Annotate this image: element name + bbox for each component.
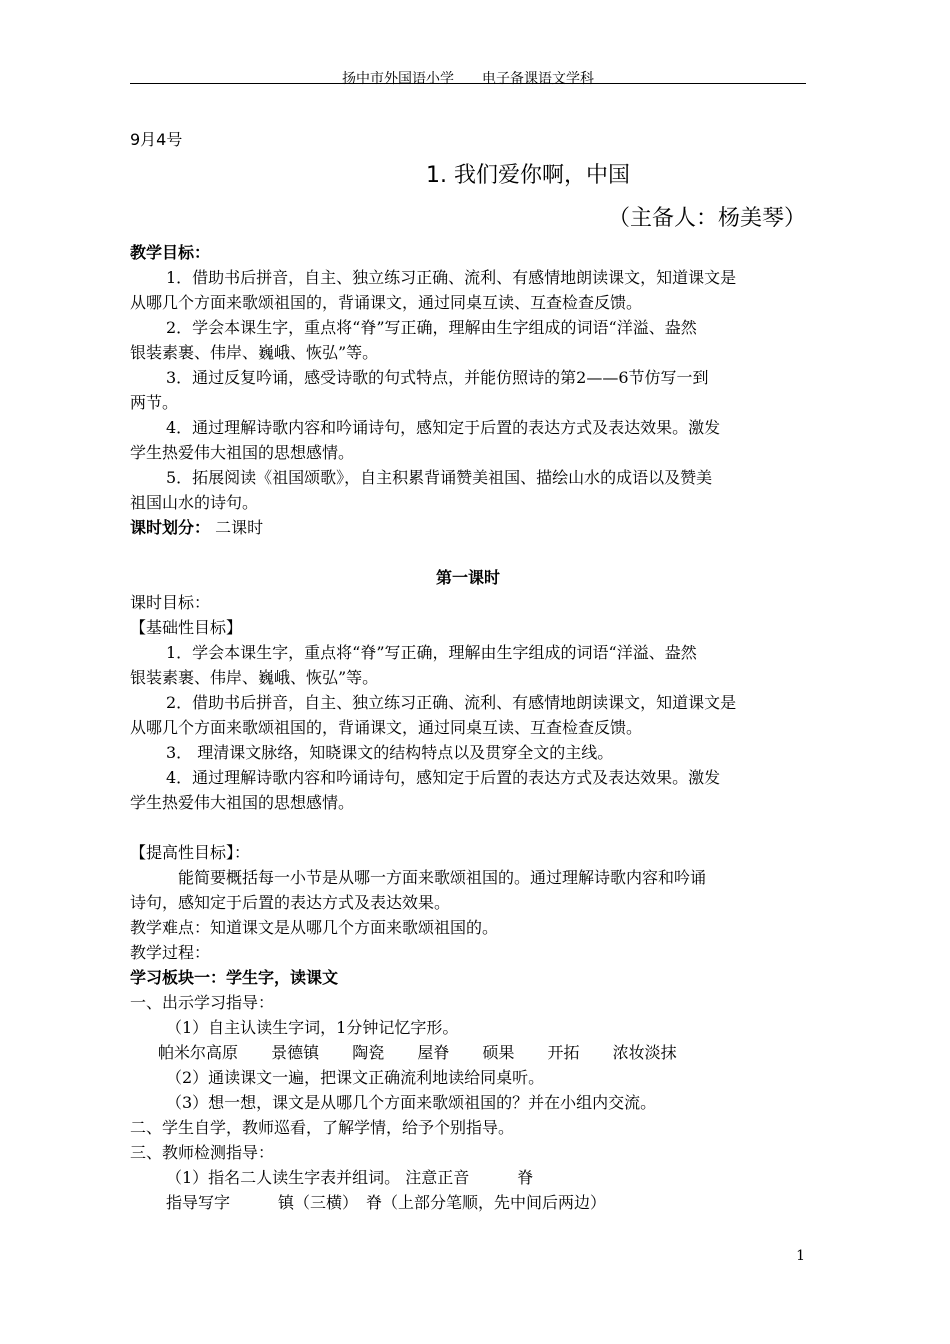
schedule xyxy=(130,515,806,540)
schedule-label: 课时划分： xyxy=(130,518,211,537)
step1-b: （2）通读课文一遍，把课文正确流利地读给同桌听。 xyxy=(166,1068,545,1087)
step3-a: （1）指名二人读生字表并组词。 注意正音 脊 xyxy=(166,1168,534,1187)
lesson-goals-label: 课时目标： xyxy=(130,593,211,612)
vocab-word: 开拓 xyxy=(547,1043,580,1062)
author: （主备人：杨美琴） xyxy=(607,206,806,231)
basic-goal-4: 4．通过理解诗歌内容和吟诵诗句，感知定于后置的表达方式及表达效果。激发 学生热爱伟大祖国的思想感情。 xyxy=(130,768,721,812)
step1: 一、出示学习指导： xyxy=(130,993,275,1012)
teaching-goal-1: 1．借助书后拼音，自主、独立练习正确、流利、有感情地朗读课文，知道课文是 从哪几个方面来歌颂祖国的，背诵课文，通过同桌互读、互查检查反馈。 xyxy=(130,268,737,312)
step1-c: （3）想一想，课文是从哪几个方面来歌颂祖国的？并在小组内交流。 xyxy=(166,1093,657,1112)
teaching-goal-4: 4．通过理解诗歌内容和吟诵诗句，感知定于后置的表达方式及表达效果。激发 学生热爱伟大祖国的思想感情。 xyxy=(130,418,721,462)
basic-goals-list xyxy=(130,640,806,815)
vocab-word: 硕果 xyxy=(482,1043,515,1062)
vocab-word: 浓妆淡抹 xyxy=(612,1043,677,1062)
step2: 二、学生自学，教师巡看，了解学情，给予个别指导。 xyxy=(130,1118,515,1137)
module1-heading: 学习板块一：学生字，读课文 xyxy=(130,968,339,987)
page-header: 扬中市外国语小学 电子备课语文学科 xyxy=(342,71,594,87)
vocab-word: 帕米尔高原 xyxy=(158,1043,239,1062)
advanced-goals: 能简要概括每一小节是从哪一方面来歌颂祖国的。通过理解诗歌内容和吟诵 诗句，感知定于后置的表达方式及表达效果。 xyxy=(130,868,707,912)
basic-goal-1: 1．学会本课生字，重点将“脊”写正确，理解由生字组成的词语“洋溢、盎然 银装素裹、伟岸、巍峨、恢弘”等。 xyxy=(130,643,697,687)
lesson-title: 1. 我们爱你啊，中国 xyxy=(426,163,630,188)
teaching-goals-list xyxy=(130,265,806,515)
step3: 三、教师检测指导： xyxy=(130,1143,275,1162)
document-body xyxy=(130,126,806,1215)
lesson1-heading: 第一课时 xyxy=(435,568,500,587)
header-rule xyxy=(130,83,806,84)
advanced-goals-label: 【提高性目标】： xyxy=(130,843,251,862)
basic-goal-2: 2．借助书后拼音，自主、独立练习正确、流利、有感情地朗读课文，知道课文是 从哪几个方面来歌颂祖国的，背诵课文，通过同桌互读、互查检查反馈。 xyxy=(130,693,737,737)
teaching-difficulty: 教学难点：知道课文是从哪几个方面来歌颂祖国的。 xyxy=(130,918,499,937)
schedule-value: 二课时 xyxy=(215,518,264,537)
vocab-word: 景德镇 xyxy=(271,1043,320,1062)
vocab-word: 屋脊 xyxy=(417,1043,450,1062)
teaching-goal-3: 3．通过反复吟诵，感受诗歌的句式特点，并能仿照诗的第2——6节仿写一到 两节。 xyxy=(130,368,709,412)
teaching-process-label: 教学过程： xyxy=(130,943,211,962)
vocab-list xyxy=(130,1040,806,1065)
vocab-word: 陶瓷 xyxy=(352,1043,385,1062)
page-number: 1 xyxy=(796,1248,805,1264)
date: 9月4号 xyxy=(130,130,183,149)
basic-goals-label: 【基础性目标】 xyxy=(130,618,243,637)
step1-a: （1）自主认读生字词，1分钟记忆字形。 xyxy=(166,1018,459,1037)
basic-goal-3: 3． 理清课文脉络，知晓课文的结构特点以及贯穿全文的主线。 xyxy=(166,743,614,762)
step3-b: 指导写字 镇（三横） 脊（上部分笔顺，先中间后两边） xyxy=(166,1193,607,1212)
teaching-goals-heading: 教学目标： xyxy=(130,243,211,262)
teaching-goal-2: 2．学会本课生字，重点将“脊”写正确，理解由生字组成的词语“洋溢、盎然 银装素裹、伟岸、巍峨、恢弘”等。 xyxy=(130,318,697,362)
teaching-goal-5: 5．拓展阅读《祖国颂歌》，自主积累背诵赞美祖国、描绘山水的成语以及赞美 祖国山水的诗句。 xyxy=(130,468,713,512)
